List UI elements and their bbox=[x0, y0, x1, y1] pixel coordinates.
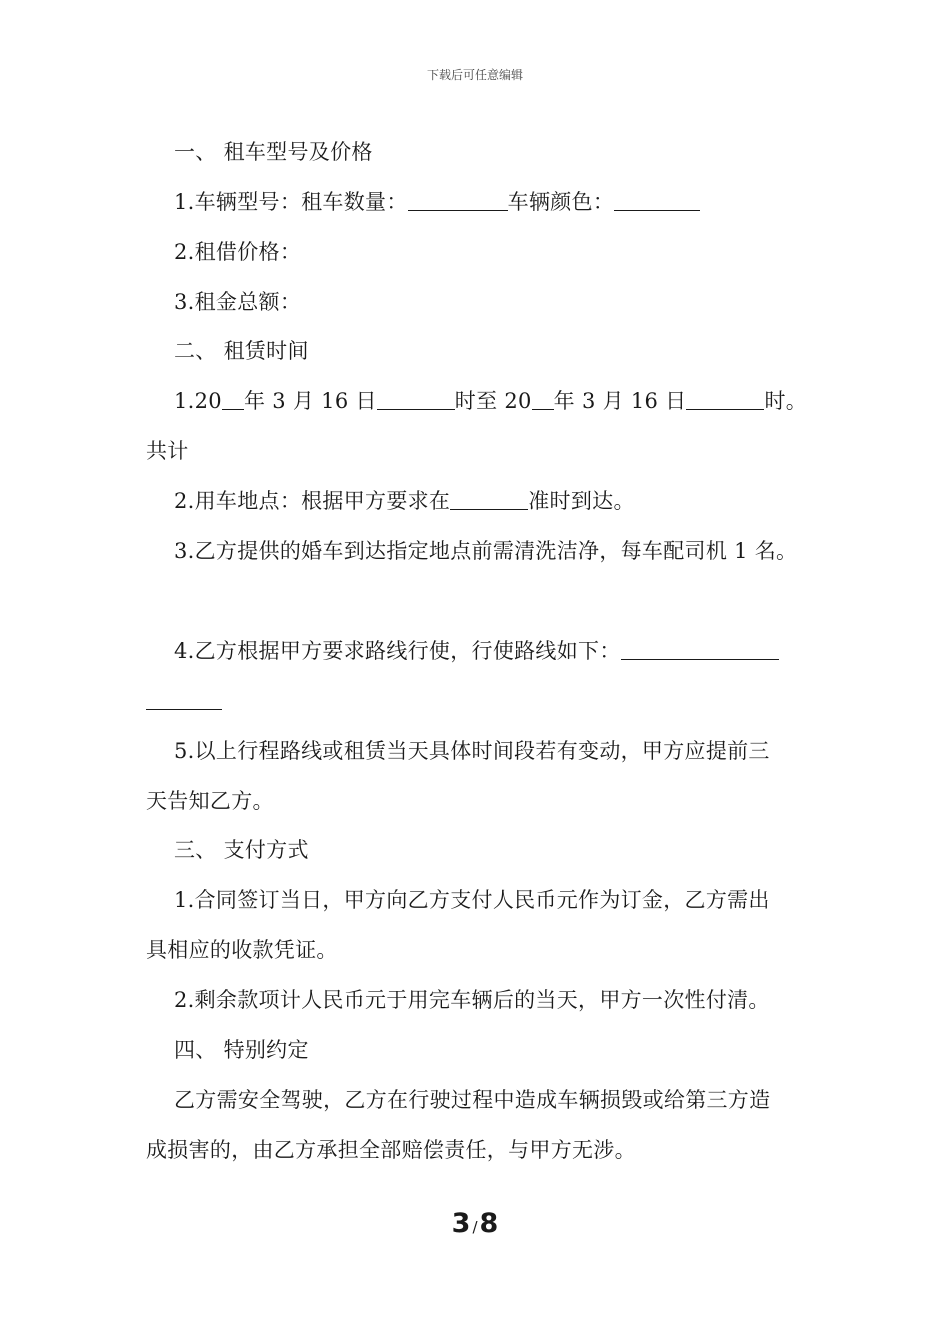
page-header: 下载后可任意编辑 bbox=[426, 68, 523, 82]
vehicle-model-line bbox=[146, 187, 844, 217]
current-page: 3 bbox=[451, 1208, 471, 1239]
car-cleaning-line: 3.乙方提供的婚车到达指定地点前需清洗洁净，每车配司机 1 名。 bbox=[174, 539, 798, 563]
time-end-suffix: 时。 bbox=[764, 389, 808, 413]
change-notice-line: 5.以上行程路线或租赁当天具体时间段若有变动，甲方应提前三 bbox=[174, 739, 770, 763]
time-start-year-prefix: 1.20 bbox=[174, 389, 222, 413]
quantity-blank bbox=[408, 190, 508, 211]
pickup-location-suffix: 准时到达。 bbox=[528, 489, 635, 513]
rent-total-line: 3.租金总额： bbox=[174, 290, 302, 314]
route-blank bbox=[621, 639, 779, 660]
route-line-continued bbox=[146, 686, 816, 716]
route-blank-2 bbox=[146, 689, 222, 710]
start-hour-blank bbox=[377, 389, 455, 410]
deposit-line-cont: 具相应的收款凭证。 bbox=[146, 938, 338, 962]
section-heading-4: 四、 特别约定 bbox=[174, 1038, 309, 1062]
rental-time-total: 共计 bbox=[146, 439, 189, 463]
balance-line: 2.剩余款项计人民币元于用完车辆后的当天，甲方一次性付清。 bbox=[174, 988, 770, 1012]
safety-clause-line-cont: 成损害的，由乙方承担全部赔偿责任，与甲方无涉。 bbox=[146, 1138, 636, 1162]
start-year-blank bbox=[222, 389, 244, 410]
rental-price-line: 2.租借价格： bbox=[174, 240, 302, 264]
end-date-text: 年 3 月 16 日 bbox=[553, 389, 687, 413]
section-heading-3: 三、 支付方式 bbox=[174, 838, 309, 862]
total-pages: 8 bbox=[479, 1208, 499, 1239]
vehicle-model-label: 1.车辆型号：租车数量： bbox=[174, 190, 408, 214]
location-blank bbox=[450, 489, 528, 510]
end-hour-blank bbox=[686, 389, 764, 410]
end-year-blank bbox=[532, 389, 554, 410]
safety-clause-line: 乙方需安全驾驶，乙方在行驶过程中造成车辆损毁或给第三方造 bbox=[174, 1088, 771, 1112]
vehicle-color-label: 车辆颜色： bbox=[507, 190, 615, 214]
pickup-location-label: 2.用车地点：根据甲方要求在 bbox=[174, 489, 451, 513]
color-blank bbox=[614, 190, 700, 211]
section-heading-2: 二、 租赁时间 bbox=[174, 339, 309, 363]
rental-time-line bbox=[146, 386, 844, 416]
deposit-line: 1.合同签订当日，甲方向乙方支付人民币元作为订金，乙方需出 bbox=[174, 888, 770, 912]
pickup-location-line bbox=[146, 486, 844, 516]
change-notice-line-cont: 天告知乙方。 bbox=[146, 789, 274, 813]
time-end-year-prefix: 时至 20 bbox=[454, 389, 532, 413]
start-date-text: 年 3 月 16 日 bbox=[243, 389, 377, 413]
page-number bbox=[0, 1208, 950, 1239]
page-separator: / bbox=[472, 1218, 478, 1236]
route-line bbox=[146, 636, 844, 666]
route-label: 4.乙方根据甲方要求路线行使，行使路线如下： bbox=[174, 639, 621, 663]
section-heading-1: 一、 租车型号及价格 bbox=[174, 140, 373, 164]
